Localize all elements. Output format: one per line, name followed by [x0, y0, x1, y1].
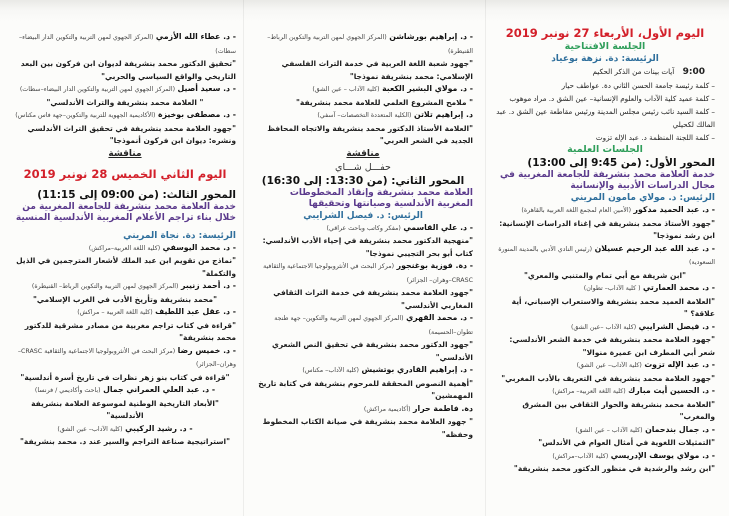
talk-title: "جهود العلامة محمد بنشريفة في خدمة الشعر الأندلسي: شعر أبي المطرف ابن عميرة منوالا"	[509, 335, 715, 357]
opening-session-chair: الرئيسة: دة. نزهة بوعياد	[551, 54, 659, 64]
talk-entry	[495, 450, 715, 476]
talk-title: "جهود العلامة محمد بنشريفة في التعريف بالأدب المغربي"	[501, 373, 715, 383]
speaker-name: - د. محمد اليوسفي	[162, 242, 236, 252]
talk-title: "نماذج من تقويم ابن عبد الملك لأشعار المترجمين في الذيل والتكملة"	[16, 256, 236, 278]
talk-entry	[253, 31, 473, 83]
speaker-affiliation: (مركز البحث في الأنثروبولوجيا الاجتماعية والثقافية CRASC–وهران–الجزائر)	[17, 347, 236, 368]
talk-title: " جهود العلامة محمد بنشريفة في صيانة الكتاب المخطوط وحفظه"	[262, 417, 473, 439]
opening-quran: 9:00 آيات بينات من الذكر الحكيم	[592, 67, 705, 77]
talk-title: "قراءة في كتاب بنو زهر نظرات في تاريخ أسرة أندلسية"	[20, 372, 230, 382]
axis-three-theme: خدمة العلامة محمد بنشريفة للجامعة المغربية من خلال بناء تراجم الأعلام المغربية الأندلسية المنسية	[15, 201, 236, 223]
talk-entry	[253, 364, 473, 403]
speaker-name: - د. عقل عبد اللطيف	[155, 307, 236, 316]
speaker-affiliation: (مفكر وكاتب وباحث عراقي)	[326, 224, 401, 232]
axis-two-theme: العلامة محمد بنشريفة وإنقاذ المخطوطات المغربية الأندلسية وصيانتها وتحقيقها	[289, 187, 473, 209]
talk-entry	[253, 222, 473, 261]
day-two-title: اليوم الثاني الخميس 28 نونبر 2019	[23, 166, 227, 181]
axis-three-title: المحور الثالث: (من 09:00 إلى 11:15)	[37, 188, 236, 201]
talk-entry	[14, 384, 236, 423]
talk-title: "محمد بنشريفة وتأريخ الأدب في الغرب الإسلامي"	[33, 294, 217, 304]
talk-title: "الأبعاد التاريخية الوطنية لموسوعة العلامة بنشريفة الأندلسية"	[31, 398, 219, 420]
talk-title: "جهود الدكتور محمد بنشريفة في تحقيق النص الشعري الأندلسي"	[271, 340, 473, 362]
speaker-name: - د. جمال بندحمان	[645, 424, 715, 434]
speaker-affiliation: (كلية الآداب– عين الشق)	[57, 425, 123, 433]
speaker-name: - د. إبراهيم بورشاشن	[389, 32, 473, 41]
speaker-name: - د. مصطفى بوخيزة	[157, 110, 236, 119]
scientific-sessions-title: الجلسات العلمية	[567, 144, 643, 155]
speaker-name: - د. عبد الإله تزوت	[644, 360, 715, 369]
talk-entry	[14, 306, 236, 345]
talk-entry	[14, 109, 236, 148]
talk-title: " العلامة محمد بنشريفة والتراث الأندلسي"	[46, 97, 204, 107]
speaker-name: - د. الحسين أيت مبارك	[628, 386, 715, 395]
talk-entry	[495, 204, 715, 243]
axis-two-title: المحور الثاني: (من 13:30: إلى 16:30)	[261, 174, 465, 187]
speaker-name: - د. عبد العلي العمراني جمال	[103, 385, 216, 394]
speaker-affiliation: (مركز البحث في الأنثروبولوجيا الاجتماعية والثقافية CRASC–وهران– الجزائر)	[263, 263, 473, 284]
speaker-affiliation: (الأمين العام لمجمع اللغة العربية بالقاهرة)	[521, 207, 632, 214]
talk-title: " ملامح المشروع العلمي للعلامة محمد بنشريفة"	[295, 97, 473, 107]
talk-entry	[253, 109, 473, 148]
discussion-label: مناقشة	[346, 148, 380, 159]
day-one-title: اليوم الأول، الأربعاء 27 نونبر 2019	[505, 26, 705, 40]
axis-one-chair: الرئيس: د. مولاي مامون المريني	[570, 193, 715, 203]
speaker-affiliation: ( كلية الآداب– تطوان)	[583, 285, 641, 292]
talk-title: "جهود العلامة محمد بنشريفة في تحقيق التراث الأندلسي ونشره: ديوان ابن فركون أنموذجا"	[27, 123, 236, 145]
talk-entry	[495, 243, 715, 283]
talk-entry	[495, 321, 715, 360]
talk-entry	[495, 385, 715, 424]
talk-title: "أهمية النصوص المحققة للمرحوم بنشريفة في كتابة تاريخ المهمشين"	[258, 378, 473, 400]
speaker-affiliation: (باحث وأكاديمي / فرنسا)	[34, 387, 101, 394]
speaker-affiliation: (أكاديمية مراكش)	[363, 405, 411, 413]
panel-day-one-continued	[245, 0, 483, 516]
talk-title: "ابن رشد والرشدية في منظور الدكتور محمد بنشريفة"	[513, 464, 715, 473]
speaker-name: - د. فيصل الشرايبي	[638, 321, 715, 331]
speaker-affiliation: (كلية اللغة العربية – مراكش)	[77, 309, 153, 316]
speaker-affiliation: (المركز الجهوي لمهن التربية والتكوين الدار البيضاء–سطات)	[19, 86, 176, 93]
talk-title: "استراتيجية صناعة التراجم والسير عند د. محمد بنشريفة"	[20, 437, 230, 446]
speaker-affiliation: (الكلية المتعددة التخصصات– آسفي)	[317, 112, 412, 119]
speaker-affiliation: (المركز الجهوي لمهن التربية والتكوين الدار البيضاء– سطات)	[18, 34, 236, 55]
speaker-affiliation: (المركز الجهوي لمهن التربية والتكوين الرباط– القنيطرة)	[267, 34, 473, 55]
fold-line	[243, 0, 244, 516]
speaker-name: - د. إبراهيم القادري بوتشيش	[361, 365, 473, 374]
talk-title: "ابن شريفة مع أبي تمام والمتنبي والمعري"	[523, 270, 687, 280]
speaker-name: - د. عبد الحميد مدكور	[633, 205, 715, 214]
speaker-affiliation: (كلية الآداب–مراكش)	[552, 452, 609, 460]
speaker-affiliation: (كلية اللغة العربية– مراكش)	[552, 388, 626, 395]
axis-one-title: المحور الأول: (من 9:45 إلى 13:00)	[527, 157, 715, 169]
opening-time: 9:00	[682, 67, 705, 77]
speaker-name: د. إبراهيم تلاتن	[413, 110, 473, 119]
tea-break-label: حفـــل شـــاي	[335, 161, 391, 173]
speaker-name: - د. محمد القهري	[406, 313, 473, 322]
speaker-name: دة. فاطمة حرار	[413, 403, 473, 413]
speaker-name: - د. خميس رضا	[177, 345, 236, 355]
speaker-name: - د. محمد العمارتي	[643, 283, 715, 292]
speaker-affiliation: (كلية الآداب– عين الشق)	[576, 362, 642, 369]
speaker-affiliation: (رئيس النادي الأدبي بالمدينة المنورة السعودية)	[498, 245, 715, 266]
opening-session-title: الجلسة الافتتاحية	[564, 41, 646, 52]
talk-entry	[14, 31, 236, 83]
speaker-name: - دة. فوزية بوغنجور	[396, 261, 473, 270]
axis-one-theme: خدمة العلامة محمد بنشريفة للجامعة المغربية في مجال الدراسات الأدبية والإنسانية	[499, 170, 715, 191]
talk-entry	[253, 83, 473, 109]
talk-entry	[253, 312, 473, 364]
talk-entry	[14, 242, 236, 281]
opening-speech: – كلمة السيد نائب رئيس مجلس المدينة ورئيس مقاطعة عين الشق د. عبد المالك لكحيلي	[496, 107, 715, 129]
speaker-affiliation: (المركز الجهوي لمهن التربية والتكوين الرباط– القنيطرة)	[31, 283, 179, 290]
talk-entry	[14, 83, 236, 109]
speaker-name: - د. أحمد زنيبر	[181, 281, 236, 290]
talk-title: "تحقيق الدكتور محمد بنشريفة لديوان ابن فركون بين البعد التاريخي والواقع السياسي والحربي"	[20, 59, 236, 81]
talk-title: "العلامة العميد محمد بنشريفة والاستعراب الإسباني، أية علاقة؟ "	[511, 296, 715, 318]
talk-title: "قراءة في كتاب تراجم مغربية من مصادر مشرقية للدكتور محمد بنشريفة"	[24, 320, 236, 342]
talk-entry	[14, 423, 236, 449]
speaker-affiliation: (كلية الآداب –عين الشق)	[570, 323, 637, 331]
opening-speech: – كلمة اللجنة المنظمة د. عبد الإله تزوت	[595, 133, 715, 142]
talk-title: "التمثيلات اللغوية في أمثال العوام في الأندلس"	[538, 438, 715, 447]
speaker-name: - د. مولاي يوسف الإدريسي	[610, 450, 715, 460]
panel-day-two	[6, 0, 242, 516]
talk-entry	[495, 282, 715, 321]
speaker-affiliation: (كلية الآداب – عين الشق)	[575, 426, 643, 434]
speaker-affiliation: (المركز الجهوي لمهن التربية والتكوين– جهة طنجة تطوان–الحسيمة)	[274, 315, 473, 336]
talk-title: "جهود العلامة محمد بنشريفة في خدمة التراث الثقافي المغاربي الأندلسي"	[273, 288, 473, 310]
speaker-affiliation: (الأكاديمية الجهوية للتربية والتكوين–جهة فاس مكناس)	[15, 112, 156, 119]
talk-title: "منهجية الدكتور محمد بنشريفة في إحياء الأدب الأندلسي: كتاب أبو بحر التجيبي نموذجا"	[262, 236, 473, 258]
speaker-name: - د. سعيد أصيل	[177, 84, 236, 93]
talk-title: "جهود الأستاذ محمد بنشريفة في إغناء الدراسات الإنسانية: ابن رشد نموذجا"	[499, 218, 715, 240]
talk-title: "العلامة الأستاذ الدكتور محمد بنشريفة والاتجاه المحافظ الجديد في الشعر العربي"	[267, 123, 473, 145]
talk-title: "العلامة محمد بنشريفة والحوار الثقافي بين المشرق والمغرب"	[522, 399, 715, 421]
opening-speech: – كلمة رئيسة جامعة الحسن الثاني دة. عواطف حيار	[561, 81, 715, 90]
speaker-affiliation: (كلية اللغة العربية–مراكش)	[88, 244, 161, 252]
talk-entry	[495, 359, 715, 385]
talk-entry	[14, 345, 236, 385]
axis-three-chair: الرئيسة: دة. نجاة المريني	[123, 230, 236, 241]
speaker-name: - د. عبد الله عبد الرحيم عسيلان	[594, 243, 715, 253]
talk-entry	[253, 260, 473, 312]
talk-title: "جهود شعبة اللغة العربية في خدمة التراث الفلسفي الإسلامي: محمد بنشريفة نموذجا"	[281, 59, 473, 81]
speaker-name: - د. رشيد الركيبي	[125, 423, 193, 433]
talk-entry	[495, 424, 715, 450]
speaker-name: - د. مولاي البشير الكعبة	[382, 84, 473, 93]
speaker-name: - د. علي القاسمي	[403, 222, 473, 232]
fold-line	[485, 0, 486, 516]
talk-entry	[253, 403, 473, 442]
axis-two-chair: الرئيس: د. فيصل الشرايبي	[303, 210, 423, 221]
talk-entry	[14, 280, 236, 306]
speaker-affiliation: (كلية الآداب – عين الشق)	[312, 86, 380, 93]
opening-speech: – كلمة عميد كلية الآداب والعلوم الإنسانية– عين الشق د. مراد موهوب	[509, 94, 715, 103]
discussion-label: مناقشة	[108, 148, 142, 159]
speaker-affiliation: (كلية الآداب– مكناس)	[302, 367, 359, 374]
panel-day-one	[487, 0, 729, 516]
speaker-name: - د. عطاء الله الأزمي	[155, 32, 236, 41]
